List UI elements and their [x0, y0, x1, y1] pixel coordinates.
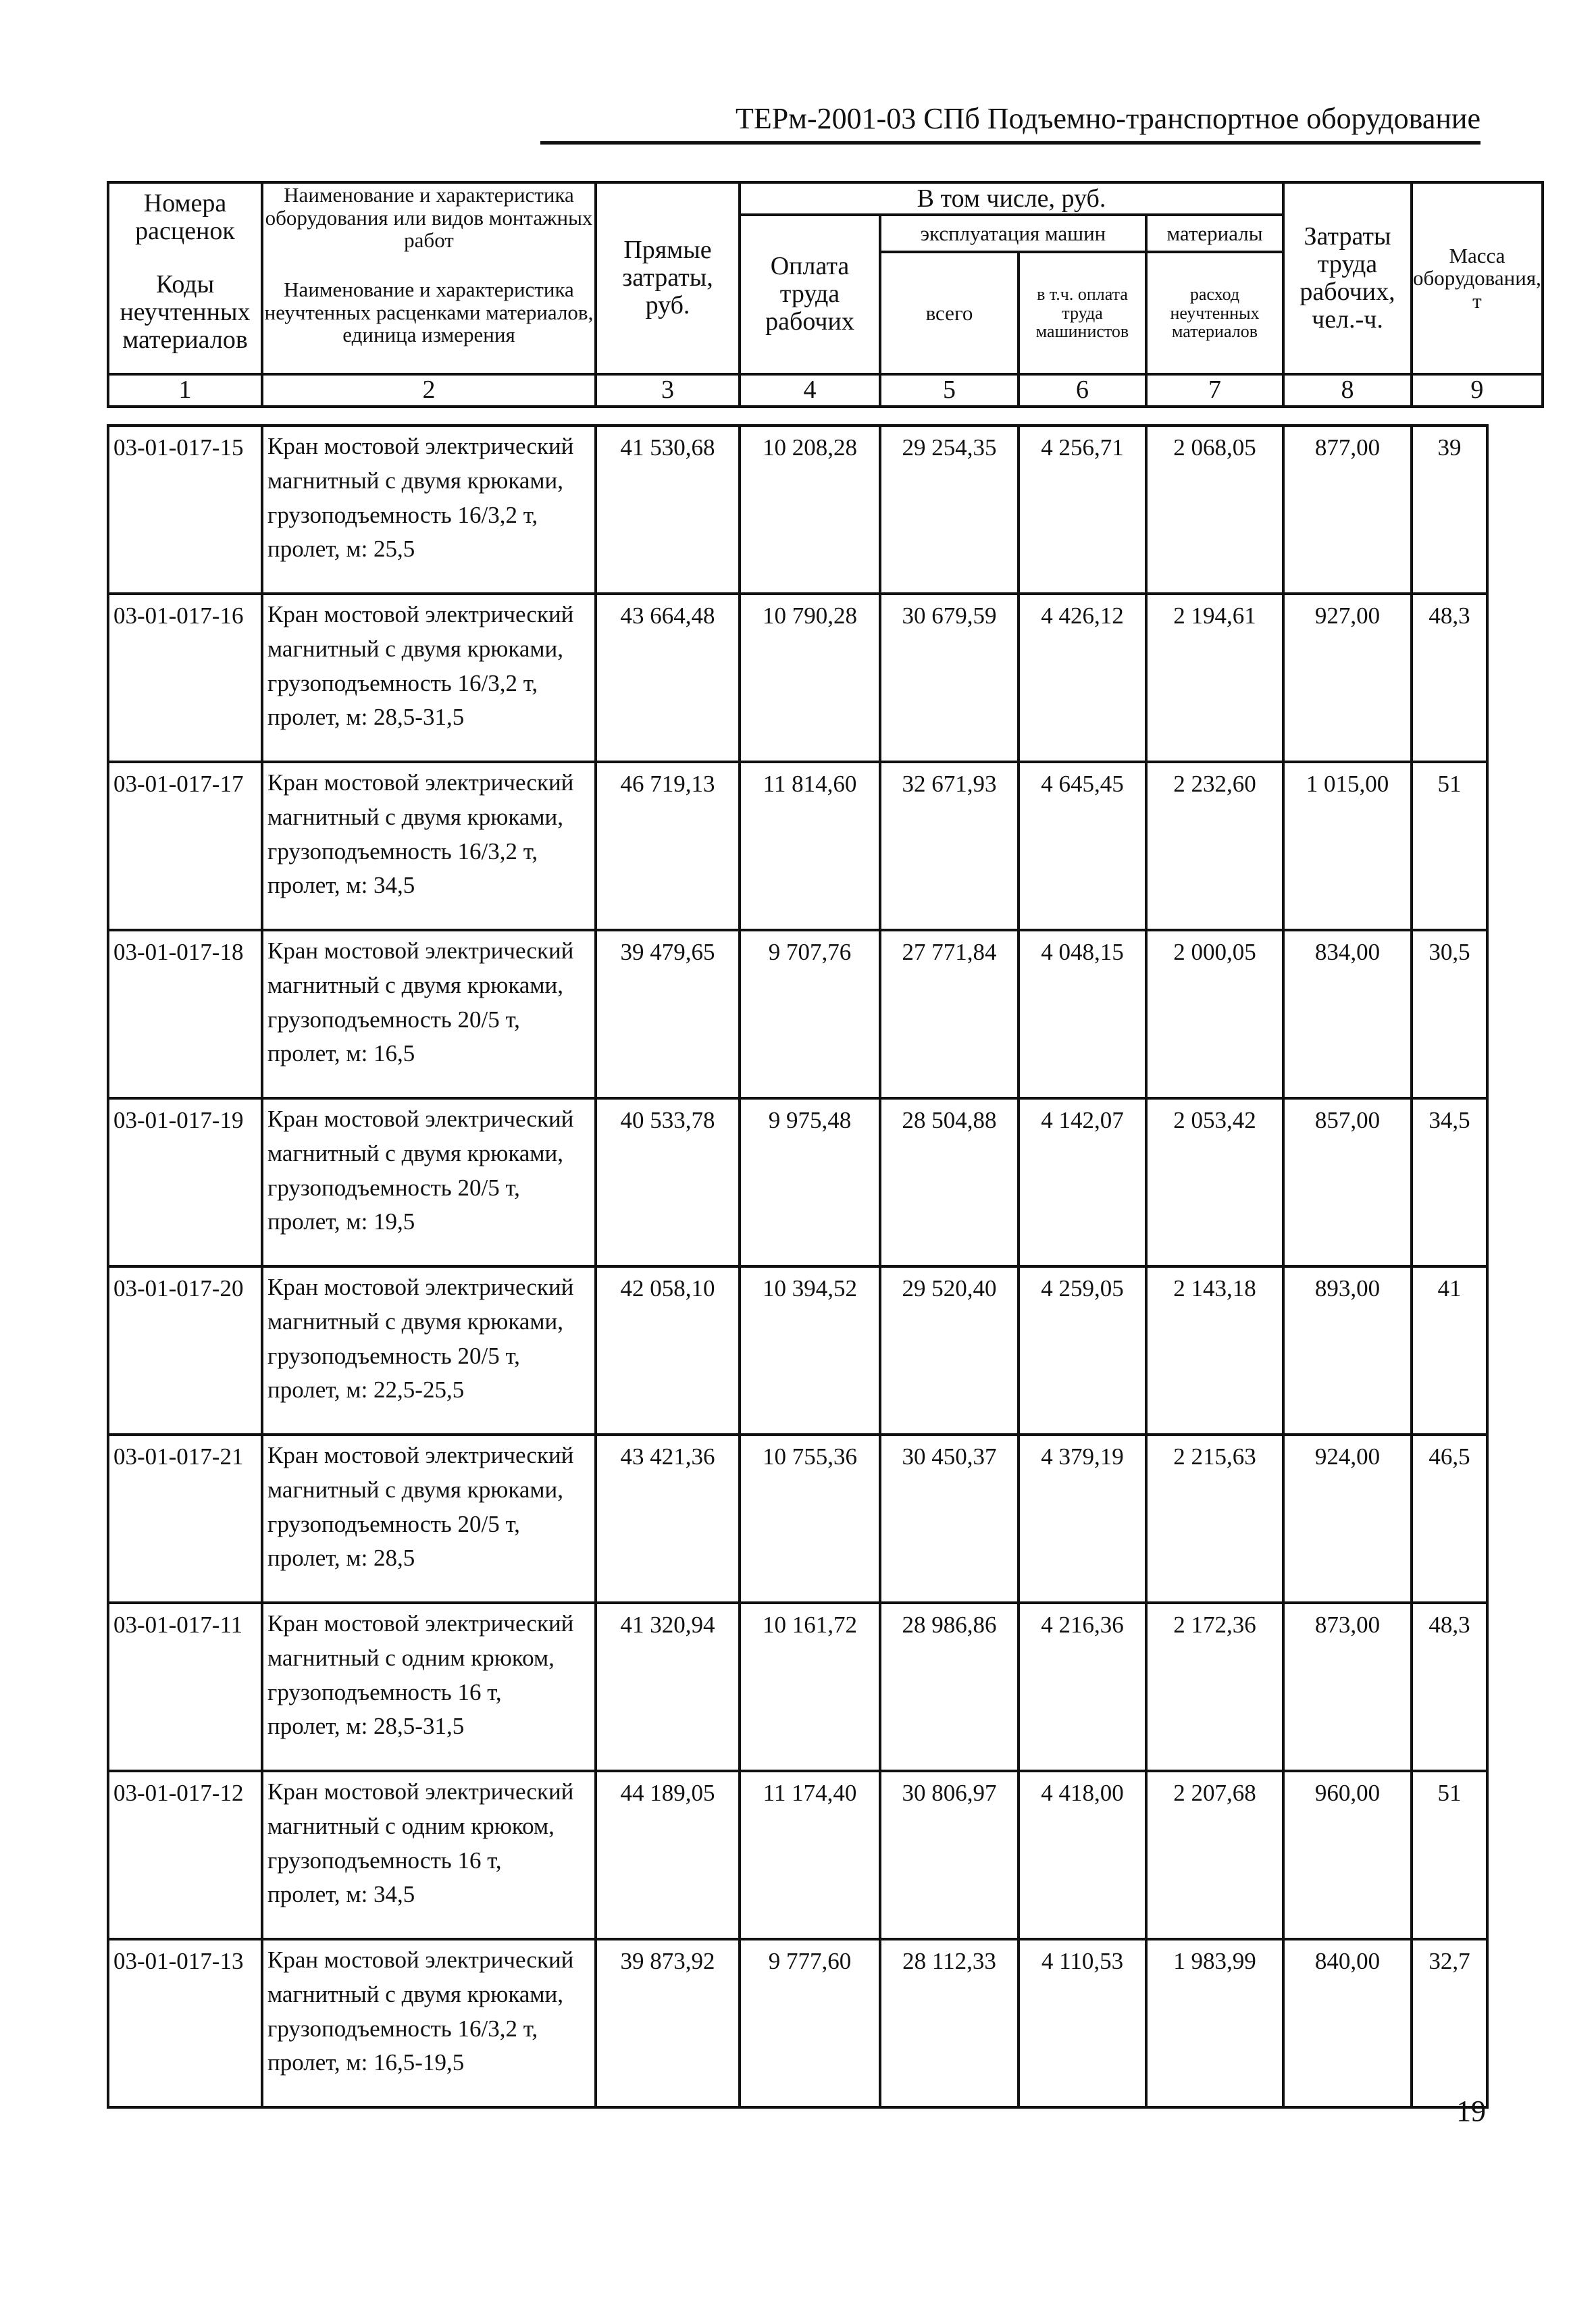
- work-name-line: пролет, м: 28,5: [267, 1545, 415, 1572]
- mass-value: 46,5: [1412, 1435, 1487, 1603]
- materials-value: 2 068,05: [1146, 426, 1283, 594]
- rate-code: 03-01-017-19: [108, 1098, 262, 1266]
- labor-pay-value: 10 208,28: [740, 426, 880, 594]
- labor-hours-value: 840,00: [1283, 1939, 1412, 2107]
- machines-total-value: 32 671,93: [880, 762, 1019, 930]
- work-name-line: магнитный с двумя крюками,: [267, 1980, 564, 2007]
- materials-value: 2 194,61: [1146, 594, 1283, 762]
- direct-costs-value: 44 189,05: [596, 1771, 740, 1939]
- work-name-line: пролет, м: 34,5: [267, 1881, 415, 1908]
- column-number: 9: [1412, 374, 1543, 407]
- labor-hours-value: 924,00: [1283, 1435, 1412, 1603]
- rate-code: 03-01-017-16: [108, 594, 262, 762]
- header-equipment-mass: Масса оборудования, т: [1412, 182, 1543, 374]
- direct-costs-value: 41 320,94: [596, 1603, 740, 1771]
- materials-value: 2 000,05: [1146, 930, 1283, 1098]
- direct-costs-value: 43 664,48: [596, 594, 740, 762]
- materials-value: 2 215,63: [1146, 1435, 1283, 1603]
- work-name: [262, 1939, 596, 2107]
- machinists-pay-value: 4 645,45: [1019, 762, 1146, 930]
- rate-code: 03-01-017-11: [108, 1603, 262, 1771]
- work-name: [262, 1771, 596, 1939]
- machines-total-value: 30 450,37: [880, 1435, 1019, 1603]
- work-name-line: пролет, м: 16,5-19,5: [267, 2049, 465, 2076]
- work-name-line: Кран мостовой электрический: [267, 601, 574, 627]
- work-name-line: Кран мостовой электрический: [267, 1274, 574, 1300]
- table-row: [108, 762, 1487, 930]
- direct-costs-value: 41 530,68: [596, 426, 740, 594]
- direct-costs-value: 43 421,36: [596, 1435, 740, 1603]
- work-name-line: Кран мостовой электрический: [267, 769, 574, 796]
- mass-value: 51: [1412, 1771, 1487, 1939]
- labor-pay-value: 10 394,52: [740, 1266, 880, 1435]
- machinists-pay-value: 4 048,15: [1019, 930, 1146, 1098]
- work-name-line: пролет, м: 19,5: [267, 1208, 415, 1235]
- machinists-pay-value: 4 426,12: [1019, 594, 1146, 762]
- document-header: ТЕРм-2001-03 СПб Подъемно-транспортное оборудование: [540, 101, 1481, 145]
- labor-hours-value: 873,00: [1283, 1603, 1412, 1771]
- header-machine-operation: эксплуатация машин: [880, 215, 1146, 252]
- labor-pay-value: 9 777,60: [740, 1939, 880, 2107]
- work-name-line: магнитный с двумя крюками,: [267, 1308, 564, 1335]
- work-name-line: магнитный с двумя крюками,: [267, 803, 564, 830]
- work-name-line: Кран мостовой электрический: [267, 937, 574, 964]
- rate-code: 03-01-017-21: [108, 1435, 262, 1603]
- work-name-line: грузоподъемность 16/3,2 т,: [267, 838, 538, 865]
- header-machinists-pay: в т.ч. оплата труда машинистов: [1019, 252, 1146, 374]
- table-row: [108, 594, 1487, 762]
- labor-hours-value: 834,00: [1283, 930, 1412, 1098]
- column-number: 6: [1019, 374, 1146, 407]
- header-unaccounted-materials: расход неучтенных материалов: [1146, 252, 1283, 374]
- machines-total-value: 30 806,97: [880, 1771, 1019, 1939]
- table-row: [108, 426, 1487, 594]
- labor-pay-value: 9 975,48: [740, 1098, 880, 1266]
- machinists-pay-value: 4 216,36: [1019, 1603, 1146, 1771]
- mass-value: 48,3: [1412, 594, 1487, 762]
- work-name: [262, 426, 596, 594]
- work-name-line: Кран мостовой электрический: [267, 1442, 574, 1468]
- work-name-line: Кран мостовой электрический: [267, 1610, 574, 1637]
- rates-table-header: [107, 181, 1544, 408]
- rate-code: 03-01-017-18: [108, 930, 262, 1098]
- materials-value: 2 053,42: [1146, 1098, 1283, 1266]
- machines-total-value: 29 520,40: [880, 1266, 1019, 1435]
- column-number: 3: [596, 374, 740, 407]
- direct-costs-value: 39 873,92: [596, 1939, 740, 2107]
- work-name-line: магнитный с двумя крюками,: [267, 1476, 564, 1503]
- work-name-line: пролет, м: 16,5: [267, 1040, 415, 1067]
- work-name-line: грузоподъемность 20/5 т,: [267, 1342, 520, 1369]
- machines-total-value: 28 112,33: [880, 1939, 1019, 2107]
- column-number: 5: [880, 374, 1019, 407]
- labor-pay-value: 10 755,36: [740, 1435, 880, 1603]
- work-name-line: магнитный с двумя крюками,: [267, 971, 564, 998]
- work-name-line: Кран мостовой электрический: [267, 1778, 574, 1805]
- work-name-line: пролет, м: 28,5-31,5: [267, 1713, 465, 1740]
- materials-value: 2 172,36: [1146, 1603, 1283, 1771]
- machinists-pay-value: 4 259,05: [1019, 1266, 1146, 1435]
- header-labor-hours: Затраты труда рабочих, чел.-ч.: [1283, 182, 1412, 374]
- header-materials: материалы: [1146, 215, 1283, 252]
- work-name: [262, 594, 596, 762]
- header-material-codes: Коды неучтенных материалов: [108, 252, 262, 374]
- work-name-line: грузоподъемность 16/3,2 т,: [267, 669, 538, 696]
- machines-total-value: 29 254,35: [880, 426, 1019, 594]
- labor-pay-value: 10 790,28: [740, 594, 880, 762]
- rates-table-body: [107, 424, 1489, 2109]
- direct-costs-value: 46 719,13: [596, 762, 740, 930]
- header-direct-costs: Прямые затраты, руб.: [596, 182, 740, 374]
- work-name-line: грузоподъемность 16/3,2 т,: [267, 501, 538, 528]
- page-number: 19: [1456, 2094, 1486, 2128]
- table-row: [108, 1098, 1487, 1266]
- work-name-line: грузоподъемность 20/5 т,: [267, 1174, 520, 1201]
- table-row: [108, 1435, 1487, 1603]
- work-name: [262, 1435, 596, 1603]
- materials-value: 2 143,18: [1146, 1266, 1283, 1435]
- labor-pay-value: 11 814,60: [740, 762, 880, 930]
- work-name: [262, 1098, 596, 1266]
- work-name-line: Кран мостовой электрический: [267, 1947, 574, 1973]
- machines-total-value: 30 679,59: [880, 594, 1019, 762]
- machinists-pay-value: 4 142,07: [1019, 1098, 1146, 1266]
- table-row: [108, 1603, 1487, 1771]
- labor-hours-value: 893,00: [1283, 1266, 1412, 1435]
- table-row: [108, 1771, 1487, 1939]
- direct-costs-value: 40 533,78: [596, 1098, 740, 1266]
- header-rate-numbers: Номера расценок: [108, 182, 262, 252]
- column-number: 2: [262, 374, 596, 407]
- header-workers-pay: Оплата труда рабочих: [740, 215, 880, 374]
- work-name: [262, 1266, 596, 1435]
- work-name-line: грузоподъемность 16/3,2 т,: [267, 2015, 538, 2042]
- work-name-line: магнитный с двумя крюками,: [267, 1139, 564, 1166]
- work-name-line: пролет, м: 34,5: [267, 872, 415, 899]
- mass-value: 30,5: [1412, 930, 1487, 1098]
- labor-hours-value: 857,00: [1283, 1098, 1412, 1266]
- rate-code: 03-01-017-20: [108, 1266, 262, 1435]
- header-material-description: Наименование и характеристика неучтенных расценками материалов, единица измерения: [262, 252, 596, 374]
- header-machines-total: всего: [880, 252, 1019, 374]
- work-name-line: грузоподъемность 16 т,: [267, 1847, 502, 1874]
- table-row: [108, 930, 1487, 1098]
- column-number: 1: [108, 374, 262, 407]
- work-name-line: пролет, м: 28,5-31,5: [267, 704, 465, 731]
- work-name-line: Кран мостовой электрический: [267, 1106, 574, 1132]
- machines-total-value: 27 771,84: [880, 930, 1019, 1098]
- labor-pay-value: 10 161,72: [740, 1603, 880, 1771]
- materials-value: 1 983,99: [1146, 1939, 1283, 2107]
- work-name-line: пролет, м: 22,5-25,5: [267, 1377, 465, 1404]
- labor-hours-value: 1 015,00: [1283, 762, 1412, 930]
- machinists-pay-value: 4 256,71: [1019, 426, 1146, 594]
- column-number: 4: [740, 374, 880, 407]
- work-name-line: Кран мостовой электрический: [267, 433, 574, 459]
- work-name-line: магнитный с двумя крюками,: [267, 635, 564, 662]
- direct-costs-value: 39 479,65: [596, 930, 740, 1098]
- machinists-pay-value: 4 418,00: [1019, 1771, 1146, 1939]
- rate-code: 03-01-017-15: [108, 426, 262, 594]
- column-number: 8: [1283, 374, 1412, 407]
- work-name-line: магнитный с двумя крюками,: [267, 467, 564, 494]
- materials-value: 2 232,60: [1146, 762, 1283, 930]
- machinists-pay-value: 4 110,53: [1019, 1939, 1146, 2107]
- header-including-group: В том числе, руб.: [740, 182, 1283, 215]
- labor-pay-value: 9 707,76: [740, 930, 880, 1098]
- machines-total-value: 28 504,88: [880, 1098, 1019, 1266]
- rate-code: 03-01-017-13: [108, 1939, 262, 2107]
- labor-hours-value: 877,00: [1283, 426, 1412, 594]
- mass-value: 41: [1412, 1266, 1487, 1435]
- work-name-line: пролет, м: 25,5: [267, 536, 415, 563]
- labor-hours-value: 960,00: [1283, 1771, 1412, 1939]
- table-row: [108, 1266, 1487, 1435]
- rate-code: 03-01-017-17: [108, 762, 262, 930]
- work-name: [262, 1603, 596, 1771]
- work-name-line: грузоподъемность 20/5 т,: [267, 1006, 520, 1033]
- machinists-pay-value: 4 379,19: [1019, 1435, 1146, 1603]
- labor-hours-value: 927,00: [1283, 594, 1412, 762]
- machines-total-value: 28 986,86: [880, 1603, 1019, 1771]
- mass-value: 32,7: [1412, 1939, 1487, 2107]
- work-name: [262, 930, 596, 1098]
- rate-code: 03-01-017-12: [108, 1771, 262, 1939]
- direct-costs-value: 42 058,10: [596, 1266, 740, 1435]
- work-name-line: магнитный с одним крюком,: [267, 1644, 555, 1671]
- header-work-description: Наименование и характеристика оборудования или видов монтажных работ: [262, 182, 596, 252]
- mass-value: 48,3: [1412, 1603, 1487, 1771]
- materials-value: 2 207,68: [1146, 1771, 1283, 1939]
- mass-value: 39: [1412, 426, 1487, 594]
- labor-pay-value: 11 174,40: [740, 1771, 880, 1939]
- mass-value: 34,5: [1412, 1098, 1487, 1266]
- table-row: [108, 1939, 1487, 2107]
- column-number: 7: [1146, 374, 1283, 407]
- work-name-line: магнитный с одним крюком,: [267, 1812, 555, 1839]
- work-name-line: грузоподъемность 16 т,: [267, 1678, 502, 1705]
- work-name: [262, 762, 596, 930]
- work-name-line: грузоподъемность 20/5 т,: [267, 1510, 520, 1537]
- mass-value: 51: [1412, 762, 1487, 930]
